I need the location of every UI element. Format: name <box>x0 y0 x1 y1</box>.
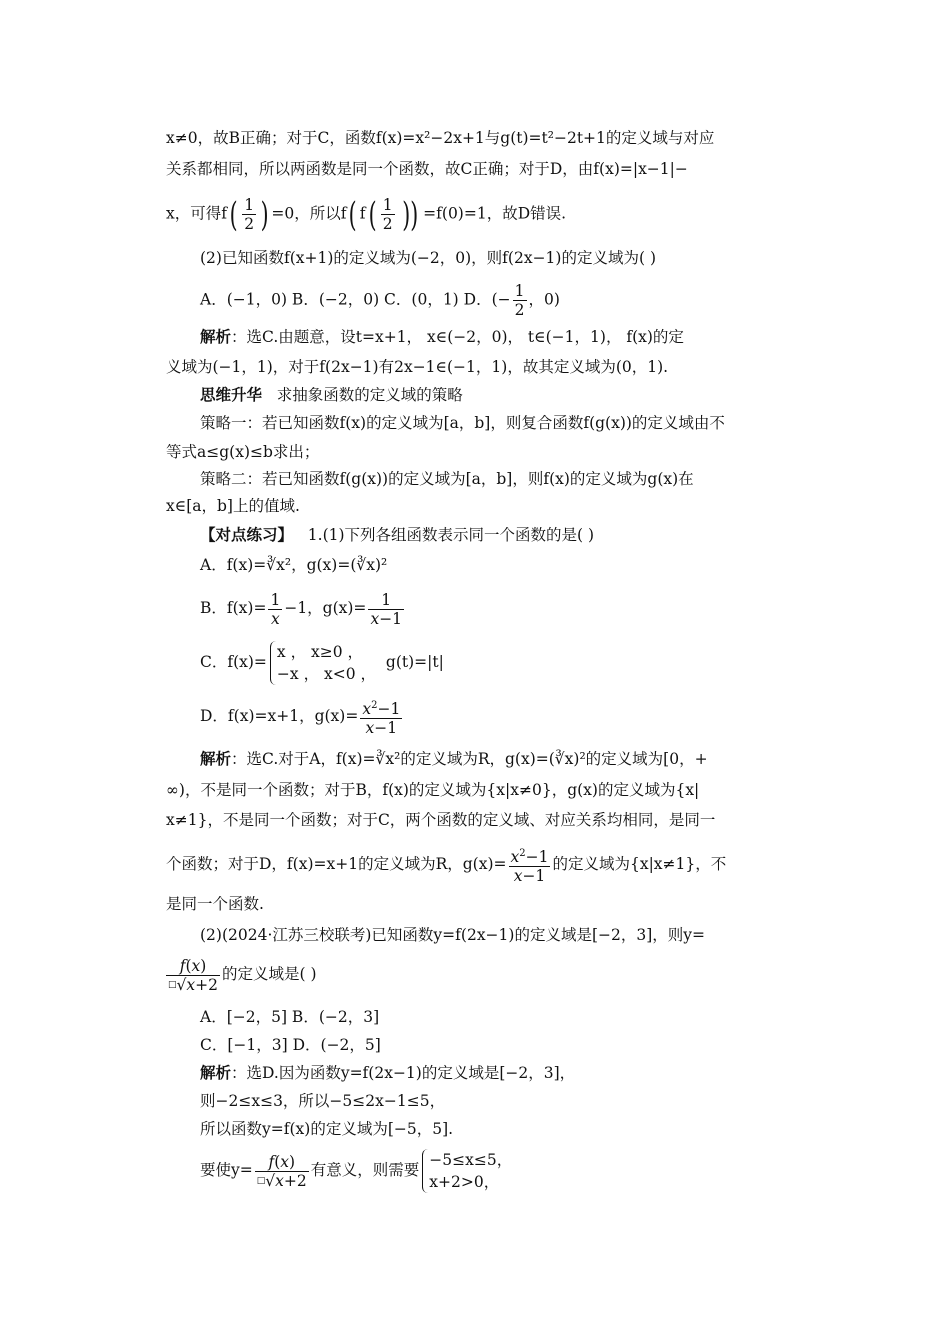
solution-label: 解析 <box>200 749 232 768</box>
text-line: 策略一：若已知函数f(x)的定义域为[a，b]，则复合函数f(g(x))的定义域由不 <box>200 414 725 432</box>
text-segment: x，可得f <box>166 204 227 223</box>
text-segment: =f(0)=1，故D错误. <box>423 204 567 223</box>
options-line: A．[−2，5] B．(−2，3] <box>200 1008 380 1026</box>
solution-line: 解析：选D.因为函数y=f(2x−1)的定义域是[−2，3]， <box>200 1063 576 1082</box>
fraction-one-half: $\frac{1}{2}$ <box>244 196 255 233</box>
options-line: A．(−1，0) B．(−2，0) C．(0，1) D．(− $\frac{1}{2}$ ，0) <box>200 282 560 319</box>
fraction: $\frac{1}{x-1}$ <box>370 590 403 628</box>
solution-line: 则−2≤x≤3，所以−5≤2x−1≤5， <box>200 1092 446 1110</box>
question: (2)(2024·江苏三校联考)已知函数y=f(2x−1)的定义域是[−2，3]，则y= <box>200 926 706 944</box>
text-line: 策略二：若已知函数f(g(x))的定义域为[a，b]，则f(x)的定义域为g(x)在 <box>200 470 694 488</box>
fraction: $\frac{x^2-1}{x-1}$ <box>362 699 401 738</box>
text-line: x∈[a，b]上的值域. <box>166 497 300 515</box>
solution-line: 要使y= $\frac{f(x)}{^□√x+2}$ 有意义，则需要 −5≤x≤5， x+2>0， <box>200 1151 513 1191</box>
option-d: D．f(x)=x+1，g(x)= $\frac{x^2-1}{x-1}$ <box>200 694 404 738</box>
question: $\frac{f(x)}{^□√x+2}$ 的定义域是( ) <box>168 956 317 994</box>
text-line: 等式a≤g(x)≤b求出； <box>166 443 320 461</box>
fraction: $\frac{f(x)}{^□√x+2}$ <box>168 956 219 994</box>
fraction: $\frac{f(x)}{^□√x+2}$ <box>256 1152 307 1190</box>
solution-line: 义域为(−1，1)，对于f(2x−1)有2x−1∈(−1，1)，故其定义域为(0，1). <box>166 358 669 376</box>
options-line: C．[−1，3] D．(−2，5] <box>200 1036 381 1054</box>
fraction: $\frac{x^2-1}{x-1}$ <box>510 847 549 886</box>
solution-line: 个函数；对于D，f(x)=x+1的定义域为R，g(x)= $\frac{x^2-1}{x-1}$ 的定义域为{x|x≠1}，不 <box>166 842 726 886</box>
solution-line: 所以函数y=f(x)的定义域为[−5，5]. <box>200 1120 454 1138</box>
solution-label: 解析 <box>200 1063 232 1082</box>
text-segment: =0，所以f <box>271 204 347 223</box>
text-line: x≠0，故B正确；对于C，函数f(x)=x²−2x+1与g(t)=t²−2t+1的定义域与对应 <box>166 129 715 147</box>
solution-line: 解析：选C.对于A，f(x)=∛x²的定义域为R，g(x)=(∛x)²的定义域为[0，+ <box>200 749 708 768</box>
fraction: $\frac{1}{x}$ <box>270 590 281 628</box>
fraction-one-half: $\frac{1}{2}$ <box>514 282 525 319</box>
question: (2)已知函数f(x+1)的定义域为(−2，0)，则f(2x−1)的定义域为( ) <box>200 249 656 267</box>
system-brace: −5≤x≤5， x+2>0， <box>422 1149 512 1193</box>
option-a: A．f(x)=∛x²，g(x)=(∛x)² <box>200 556 388 574</box>
solution-label: 解析 <box>200 327 232 346</box>
exercise-heading: 【对点练习】 1.(1)下列各组函数表示同一个函数的是( ) <box>200 525 595 544</box>
method-heading: 思维升华 求抽象函数的定义域的策略 <box>200 385 463 404</box>
fraction-one-half: $\frac{1}{2}$ <box>382 196 393 233</box>
text-line-with-fractions: x，可得f( $\frac{1}{2}$ ) =0，所以f( f( $\frac{1}{2}$ )) =f(0)=1，故D错误. <box>166 194 567 235</box>
solution-line: ∞)，不是同一个函数；对于B，f(x)的定义域为{x|x≠0}，g(x)的定义域为{x| <box>166 781 700 799</box>
solution-line: 解析：选C.由题意，设t=x+1， x∈(−2，0)， t∈(−1，1)， f(x)的定 <box>200 327 684 346</box>
option-b: B．f(x)= $\frac{1}{x}$ −1，g(x)= $\frac{1}{x-1}$ <box>200 590 403 628</box>
option-c: C．f(x)= x ， x≥0 ， −x ， x<0 ， g(t)=|t| <box>200 643 444 683</box>
text-line: 关系都相同，所以两函数是同一个函数，故C正确；对于D，由f(x)=|x−1|− <box>166 160 688 178</box>
solution-line: 是同一个函数. <box>166 895 264 913</box>
solution-line: x≠1}，不是同一个函数；对于C，两个函数的定义域、对应关系均相同，是同一 <box>166 811 716 829</box>
piecewise-brace: x ， x≥0 ， −x ， x<0 ， <box>270 641 376 685</box>
